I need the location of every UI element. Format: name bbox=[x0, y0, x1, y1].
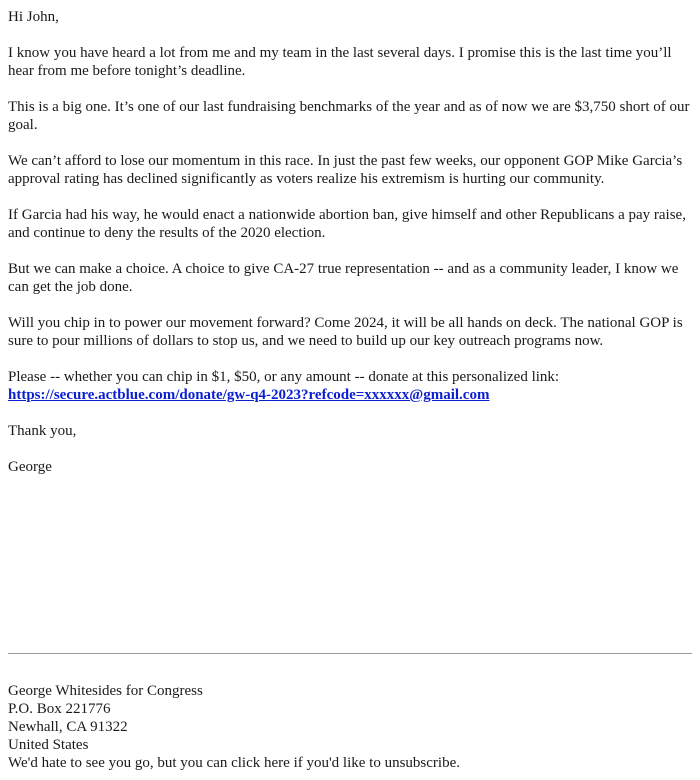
footer-divider bbox=[8, 653, 692, 654]
paragraph-chip-in: Will you chip in to power our movement forward? Come 2024, it will be all hands on deck. The national GOP is sure to pour millions of dollars to stop us, and we need to build up our key outreach programs now. bbox=[8, 315, 683, 349]
paragraph-momentum: We can’t afford to lose our momentum in this race. In just the past few weeks, our opponent GOP Mike Garcia’s approval rating has declined significantly as voters realize his extremism is hurting our community. bbox=[8, 153, 683, 187]
donate-link[interactable]: https://secure.actblue.com/donate/gw-q4-2023?refcode=xxxxxx@gmail.com bbox=[8, 387, 490, 403]
paragraph-deadline: I know you have heard a lot from me and my team in the last several days. I promise this is the last time you’ll hear from me before tonight’s deadline. bbox=[8, 45, 672, 79]
unsubscribe-text[interactable]: We'd hate to see you go, but you can click here if you'd like to unsubscribe. bbox=[8, 755, 460, 771]
signature: George bbox=[8, 459, 52, 475]
footer-org-name: George Whitesides for Congress bbox=[8, 683, 203, 699]
closing: Thank you, bbox=[8, 423, 77, 439]
paragraph-choice: But we can make a choice. A choice to give CA-27 true representation -- and as a community leader, I know we can get the job done. bbox=[8, 261, 679, 295]
email-body bbox=[8, 8, 692, 494]
footer-country: United States bbox=[8, 737, 89, 753]
greeting: Hi John, bbox=[8, 9, 59, 25]
footer-address-line1: P.O. Box 221776 bbox=[8, 701, 111, 717]
paragraph-benchmark: This is a big one. It’s one of our last fundraising benchmarks of the year and as of now we are $3,750 short of our goal. bbox=[8, 99, 690, 133]
paragraph-opponent: If Garcia had his way, he would enact a nationwide abortion ban, give himself and other Republicans a pay raise, and continue to deny the results of the 2020 election. bbox=[8, 207, 686, 241]
donate-paragraph bbox=[8, 368, 692, 404]
donate-text: Please -- whether you can chip in $1, $50, or any amount -- donate at this personalized link: bbox=[8, 369, 560, 385]
footer-address-line2: Newhall, CA 91322 bbox=[8, 719, 128, 735]
footer bbox=[8, 682, 692, 772]
